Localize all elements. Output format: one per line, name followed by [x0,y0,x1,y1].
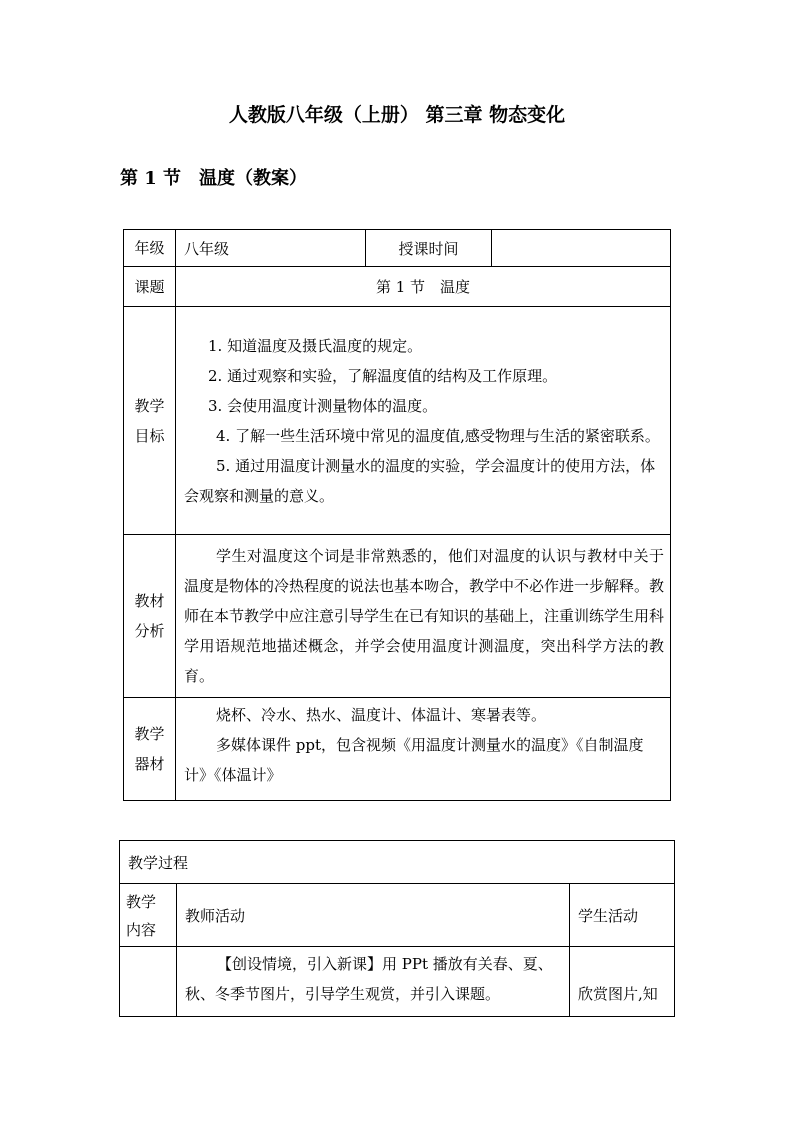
teaching-process-table [119,840,675,1017]
class-time-label: 授课时间 [366,230,492,267]
content-column-header [120,884,177,947]
analysis-cell [176,535,671,698]
content-cell [120,947,177,1017]
goals-label [124,307,176,535]
analysis-text: 学生对温度这个词是非常熟悉的，他们对温度的认识与教材中关于温度是物体的冷热程度的说法也基本吻合，教学中不必作进一步解释。教师在本节教学中应注意引导学生在已有知识的基础上，注重训练学生用科学用语规范地描述概念，并学会使用温度计测温度，突出科学方法的教育。 [184,547,665,685]
grade-label: 年级 [124,230,176,267]
topic-label: 课题 [124,267,176,307]
lesson-info-table [123,229,671,801]
goals-cell [176,307,671,535]
grade-value: 八年级 [176,230,366,267]
teacher-activity-header: 教师活动 [177,884,570,947]
topic-value: 第 1 节 温度 [176,267,671,307]
analysis-label-line-1: 教材 [134,592,165,610]
goal-item: 3. 会使用温度计测量物体的温度。 [208,396,438,415]
materials-label-line-1: 教学 [134,725,165,743]
student-activity-header: 学生活动 [570,884,675,947]
class-time-value [492,230,671,267]
materials-line: 烧杯、冷水、热水、温度计、体温计、寒暑表等。 [216,706,547,724]
process-header: 教学过程 [120,841,675,884]
goal-item: 4. 了解一些生活环境中常见的温度值,感受物理与生活的紧密联系。 [216,426,660,445]
goal-item: 2. 通过观察和实验，了解温度值的结构及工作原理。 [208,366,558,385]
student-activity-cell: 欣赏图片,知 [570,947,675,1017]
section-title: 第 1 节 温度（教案） [120,168,308,189]
materials-line: 多媒体课件 ppt，包含视频《用温度计测量水的温度》《自制温度计》《体温计》 [184,736,644,784]
document-title: 人教版八年级（上册） 第三章 物态变化 [228,104,566,126]
teacher-activity-cell [177,947,570,1017]
content-header-line-2: 内容 [126,921,157,939]
materials-label-line-2: 器材 [134,755,165,773]
analysis-label [124,535,176,698]
goals-label-line-2: 目标 [134,426,165,445]
materials-label [124,698,176,801]
materials-cell [176,698,671,801]
teacher-activity-text: 【创设情境，引入新课】用 PPt 播放有关春、夏、秋、冬季节图片，引导学生观赏，并引入课题。 [185,955,553,1003]
goal-item: 5. 通过用温度计测量水的温度的实验，学会温度计的使用方法，体会观察和测量的意义。 [184,456,656,505]
goal-item: 1. 知道温度及摄氏温度的规定。 [208,336,423,355]
analysis-label-line-2: 分析 [134,622,165,640]
content-header-line-1: 教学 [126,893,157,911]
goals-label-line-1: 教学 [134,396,165,415]
